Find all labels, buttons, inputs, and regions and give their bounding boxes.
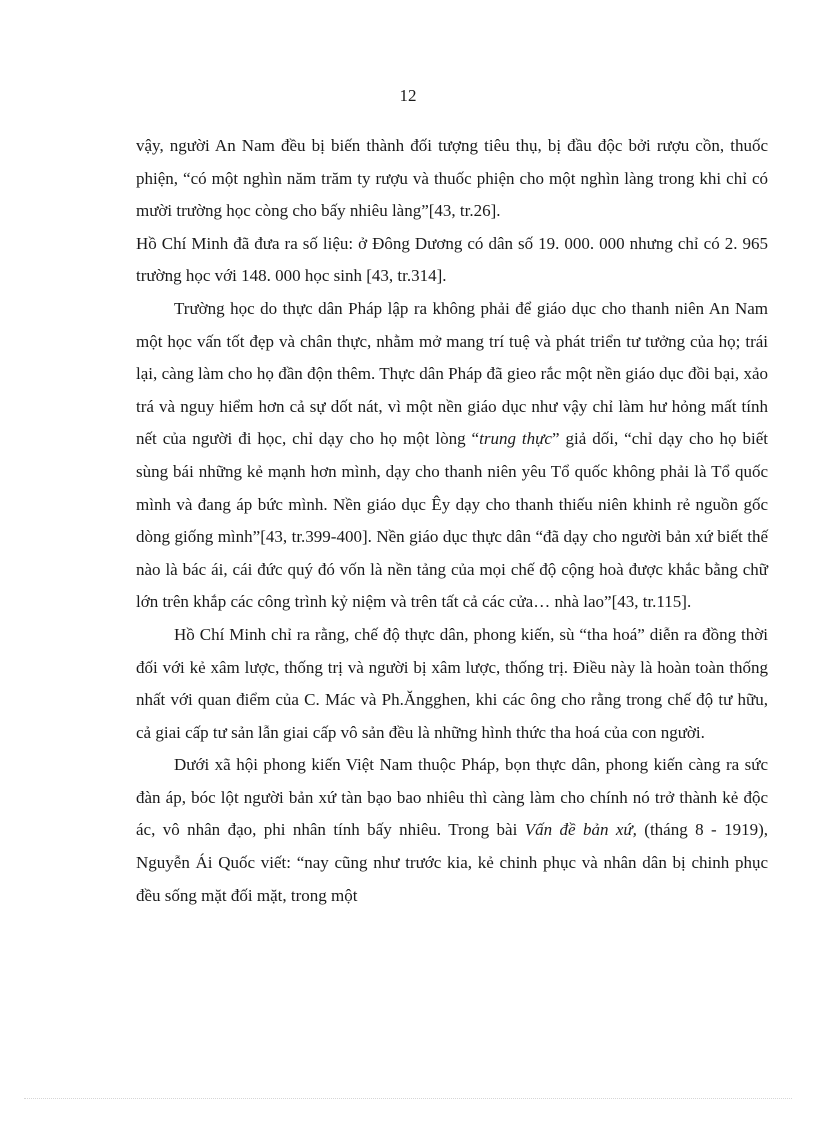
paragraph-statistics: Hồ Chí Minh đã đưa ra số liệu: ở Đông Dương có dân số 19. 000. 000 nhưng chỉ có 2. 965 trường học với 148. 000 học sinh [43, tr.314]. bbox=[136, 233, 768, 286]
page-bottom-divider bbox=[24, 1098, 792, 1099]
paragraph-text-segment: ” giả dối, “chỉ dạy cho họ biết sùng bái những kẻ mạnh hơn mình, dạy cho thanh niên yêu Tổ quốc không phải là Tổ quốc mình và đang áp bức mình. Nền giáo dục Êy dạy cho thanh thiếu niên khinh rẻ nguồn gốc dòng giống mình”[43, tr.399-400]. Nền giáo dục thực dân “đã dạy cho người bản xứ biết thế nào là bác ái, cái đức quý đó vốn là nền tảng của mọi chế độ cộng hoà được khắc bằng chữ lớn trên khắp các công trình kỷ niệm và trên tất cả các cửa… nhà lao”[43, tr.115]. bbox=[136, 429, 768, 612]
page-number: 12 bbox=[399, 86, 417, 105]
paragraph-continuation: vậy, người An Nam đều bị biến thành đối tượng tiêu thụ, bị đầu độc bởi rượu cồn, thuốc phiện, “có một nghìn năm trăm ty rượu và thuốc phiện cho một nghìn làng trong khi chỉ có mười trường học còng cho bấy nhiêu làng”[43, tr.26]. bbox=[136, 136, 768, 221]
paragraph-text-segment: (tháng 8 - 1919), Nguyễn Ái Quốc viết: “nay cũng như trước kia, kẻ chinh phục và nhân dân bị chinh phục đều sống mặt đối mặt, trong một bbox=[136, 820, 768, 905]
paragraph-text-segment: Trường học do thực dân Pháp lập ra không phải để giáo dục cho thanh niên An Nam một học vấn tốt đẹp và chân thực, nhằm mở mang trí tuệ và phát triển tư tưởng của họ; trái lại, càng làm cho họ đần độn thêm. Thực dân Pháp đã gieo rắc một nền giáo dục đồi bại, xảo trá và nguy hiểm hơn cả sự dốt nát, vì một nền giáo dục như vậy chỉ làm hư hỏng mất tính nết của người đi học, chỉ dạy cho họ một lòng “ bbox=[136, 298, 768, 449]
body-text bbox=[136, 130, 768, 912]
paragraph-text-segment: Dưới xã hội phong kiến Việt Nam thuộc Pháp, bọn thực dân, phong kiến càng ra sức đàn áp, bóc lột người bản xứ tàn bạo bao nhiêu thì càng làm cho chính nó trở thành kẻ độc ác, vô nhân đạo, phi nhân tính bấy nhiêu. Trong bài bbox=[136, 755, 768, 840]
paragraph-colonial-schools bbox=[136, 293, 768, 619]
paragraph-feudal-society bbox=[136, 749, 768, 912]
italic-phrase: trung thực bbox=[479, 429, 552, 449]
paragraph-alienation: Hồ Chí Minh chỉ ra rằng, chế độ thực dân, phong kiến, sù “tha hoá” diễn ra đồng thời đối với kẻ xâm lược, thống trị và người bị xâm lược, thống trị. Điều này là hoàn toàn thống nhất với quan điểm của C. Mác và Ph.Ăngghen, khi các ông cho rằng trong chế độ tư hữu, cả giai cấp tư sản lẫn giai cấp vô sản đều là những hình thức tha hoá của con người. bbox=[136, 624, 768, 742]
italic-article-title: Vấn đề bản xứ, bbox=[524, 820, 637, 840]
